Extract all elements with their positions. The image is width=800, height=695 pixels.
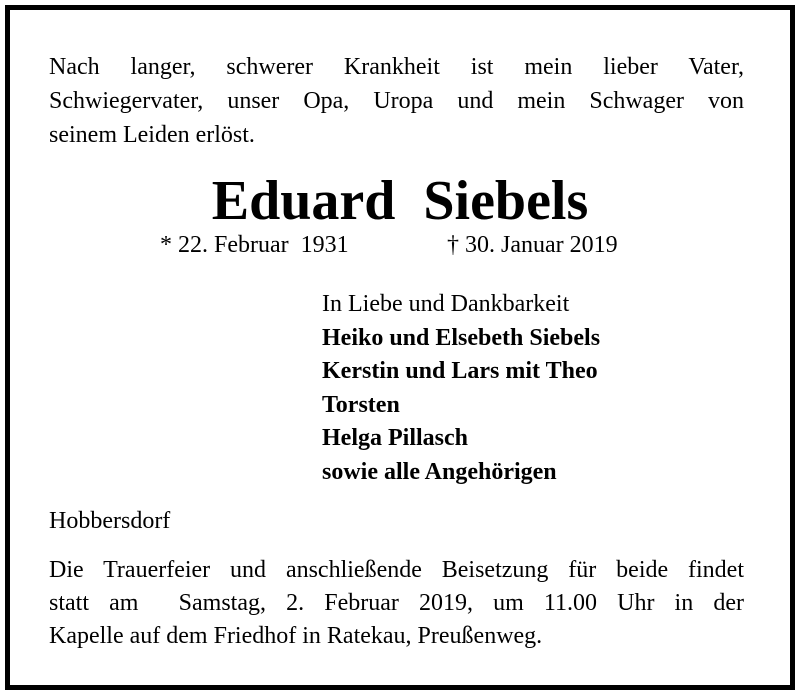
family-intro: In Liebe und Dankbarkeit	[322, 291, 570, 317]
family-block	[322, 288, 600, 489]
family-name: Heiko und Elsebeth Siebels	[322, 324, 601, 351]
death-date: † 30. Januar 2019	[447, 232, 618, 258]
ceremony-text	[49, 554, 744, 653]
intro-line: seinem Leiden erlöst.	[49, 122, 255, 148]
ceremony-line: Die Trauerfeier und anschließende Beisetzung für beide findet	[49, 557, 744, 583]
family-name: sowie alle Angehörigen	[322, 458, 557, 485]
last-name: Siebels	[423, 170, 589, 232]
deceased-name	[0, 168, 800, 234]
place-name: Hobbersdorf	[49, 508, 171, 534]
family-name: Kerstin und Lars mit Theo	[322, 358, 598, 384]
birth-date: * 22. Februar 1931	[160, 232, 349, 258]
intro-text	[49, 50, 744, 152]
intro-line: Nach langer, schwerer Krankheit ist mein lieber Vater,	[49, 54, 744, 80]
first-name: Eduard	[211, 170, 396, 232]
ceremony-line: Kapelle auf dem Friedhof in Ratekau, Preußenweg.	[49, 623, 543, 649]
family-name: Torsten	[322, 391, 400, 418]
family-name: Helga Pillasch	[322, 425, 468, 451]
ceremony-line: statt am Samstag, 2. Februar 2019, um 11.00 Uhr in der	[49, 590, 744, 616]
intro-line: Schwiegervater, unser Opa, Uropa und mein Schwager von	[49, 88, 744, 114]
